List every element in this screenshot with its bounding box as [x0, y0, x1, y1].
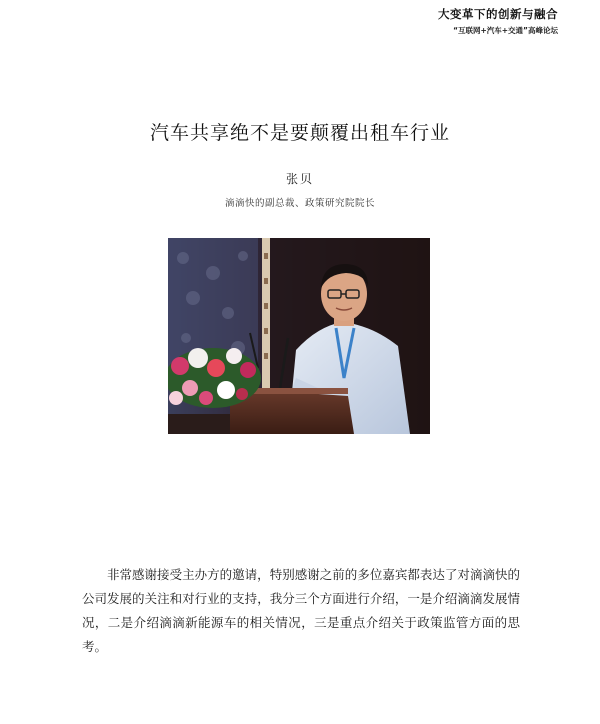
- author-name: 张贝: [285, 172, 314, 186]
- running-header: [438, 6, 558, 36]
- forum-name: “互联网+汽车+交通”高峰论坛: [453, 26, 558, 35]
- speaker-photo-illustration: [168, 238, 430, 434]
- author-title: 滴滴快的副总裁、政策研究院院长: [224, 198, 375, 209]
- series-title: 大变革下的创新与融合: [438, 7, 558, 21]
- body-paragraph: 非常感谢接受主办方的邀请，特别感谢之前的多位嘉宾都表达了对滴滴快的公司发展的关注和对行业的支持，我分三个方面进行介绍，一是介绍滴滴发展情况，二是介绍滴滴新能源车的相关情况，三是重点介绍关于政策监管方面的思考。: [82, 567, 520, 654]
- speaker-photo: [168, 238, 430, 434]
- article-title: 汽车共享绝不是要颠覆出租车行业: [149, 122, 450, 144]
